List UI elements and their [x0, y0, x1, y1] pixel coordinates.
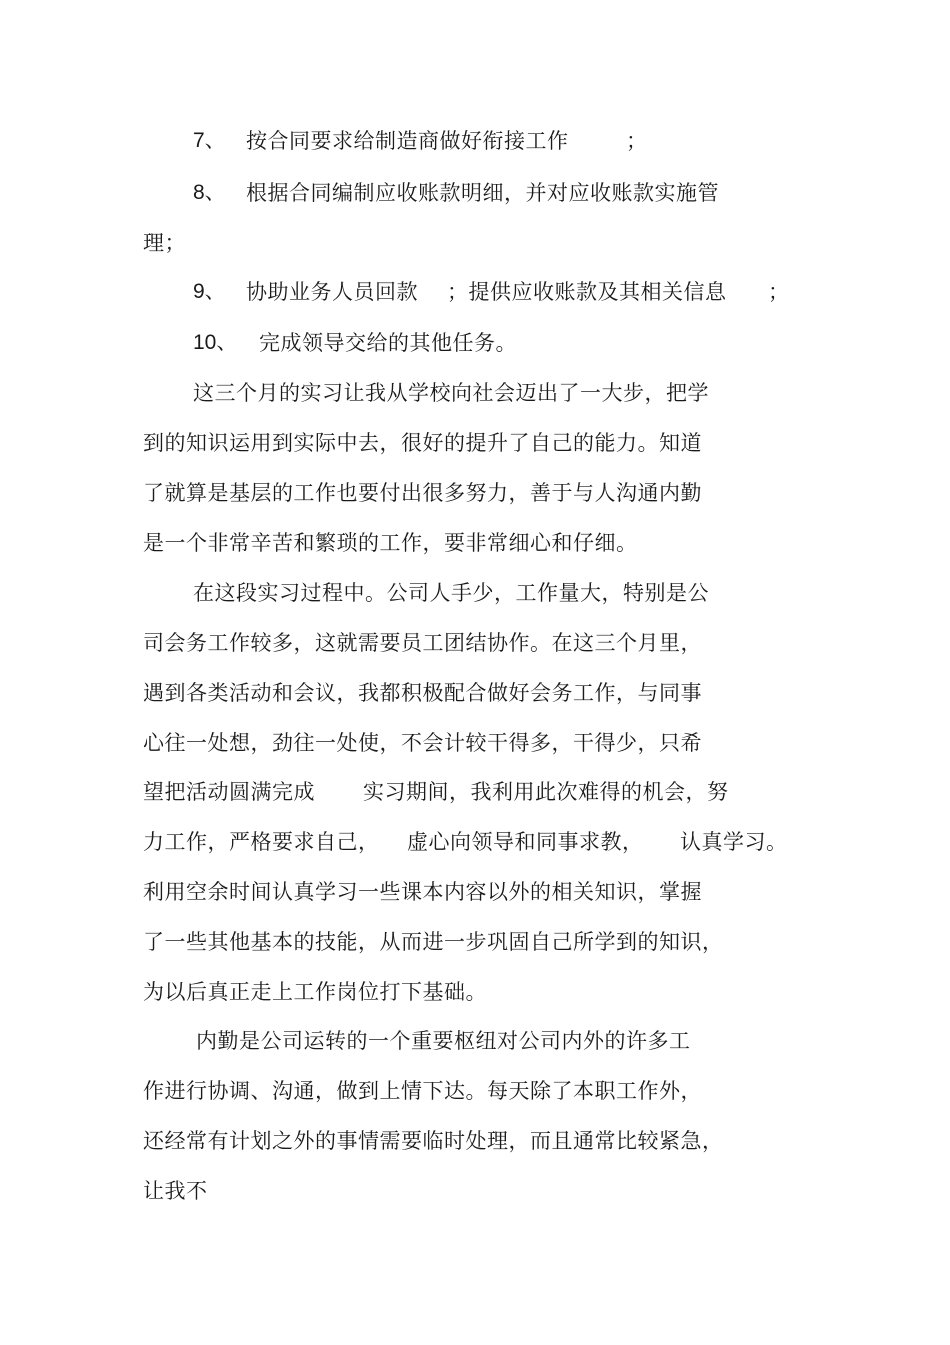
list-item-10-text: 完成领导交给的其他任务。 — [259, 331, 517, 355]
list-number-8: 8、 — [193, 181, 226, 204]
paragraph-1-line-2: 到的知识运用到实际中去，很好的提升了自己的能力。知道 — [143, 431, 702, 455]
paragraph-2-line-2: 司会务工作较多，这就需要员工团结协作。在这三个月里， — [143, 631, 702, 655]
list-number-7: 7、 — [193, 129, 226, 152]
paragraph-2-line-9: 为以后真正走上工作岗位打下基础。 — [143, 980, 487, 1004]
paragraph-3-line-1: 内勤是公司运转的一个重要枢纽对公司内外的许多工 — [196, 1029, 691, 1053]
list-item-7-tail: ； — [626, 129, 648, 153]
paragraph-2-line-8: 了一些其他基本的技能，从而进一步巩固自己所学到的知识， — [143, 930, 724, 954]
paragraph-1-line-3: 了就算是基层的工作也要付出很多努力，善于与人沟通内勤 — [143, 481, 702, 505]
list-item-7-text: 按合同要求给制造商做好衔接工作 — [246, 129, 569, 153]
list-number-10: 10、 — [193, 331, 238, 354]
paragraph-2-line-6a: 力工作，严格要求自己， — [143, 830, 380, 854]
paragraph-2-line-5b: 实习期间，我利用此次难得的机会，努 — [363, 780, 729, 804]
list-item-9-tail: ； — [768, 280, 790, 304]
paragraph-2-line-6b: 虚心向领导和同事求教， — [407, 830, 644, 854]
list-number-9: 9、 — [193, 280, 226, 303]
paragraph-2-line-4: 心往一处想，劲往一处使，不会计较干得多，干得少，只希 — [143, 731, 702, 755]
paragraph-3-line-4: 让我不 — [143, 1179, 208, 1203]
paragraph-3-line-2: 作进行协调、沟通，做到上情下达。每天除了本职工作外， — [143, 1079, 702, 1103]
list-item-8-text: 根据合同编制应收账款明细，并对应收账款实施管 — [246, 181, 719, 205]
paragraph-3-line-3: 还经常有计划之外的事情需要临时处理，而且通常比较紧急， — [143, 1129, 724, 1153]
paragraph-2-line-6c: 认真学习。 — [680, 830, 788, 854]
paragraph-2-line-3: 遇到各类活动和会议，我都积极配合做好会务工作，与同事 — [143, 681, 702, 705]
paragraph-2-line-7: 利用空余时间认真学习一些课本内容以外的相关知识，掌握 — [143, 880, 702, 904]
list-item-8-continuation: 理； — [143, 231, 186, 255]
paragraph-1-line-4: 是一个非常辛苦和繁琐的工作，要非常细心和仔细。 — [143, 531, 638, 555]
list-item-9-text-a: 协助业务人员回款 — [246, 280, 418, 304]
list-item-9-text-b: ；提供应收账款及其相关信息 — [447, 280, 727, 304]
paragraph-2-line-5a: 望把活动圆满完成 — [143, 780, 315, 804]
paragraph-1-line-1: 这三个月的实习让我从学校向社会迈出了一大步，把学 — [193, 381, 709, 405]
paragraph-2-line-1: 在这段实习过程中。公司人手少，工作量大，特别是公 — [193, 581, 709, 605]
